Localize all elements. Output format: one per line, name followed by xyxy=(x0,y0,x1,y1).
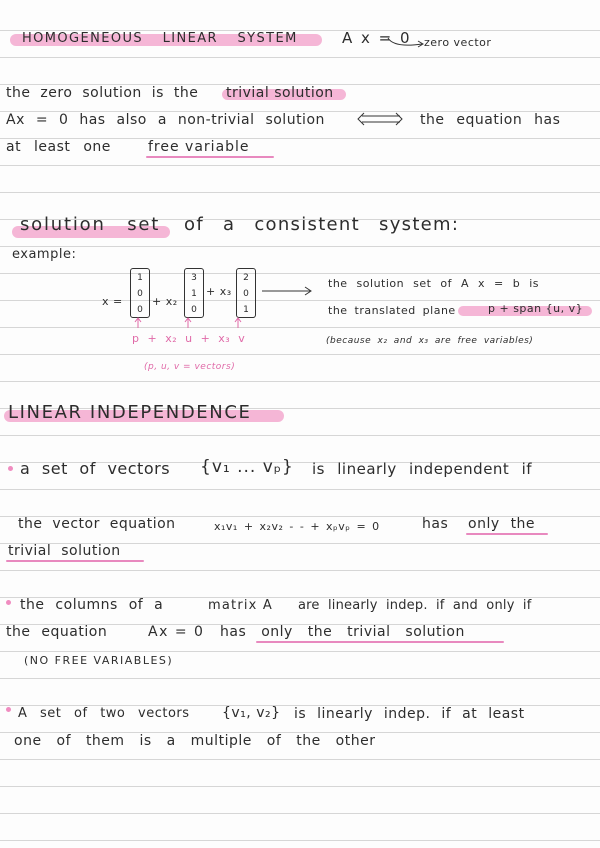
iff-arrow-icon xyxy=(358,113,404,125)
b1-only-the: only the xyxy=(468,516,536,532)
trivial-line3-prefix: at least one xyxy=(6,139,111,155)
only-the-underline xyxy=(466,533,548,535)
free-variable-text: free variable xyxy=(148,139,250,155)
bullet-1 xyxy=(8,466,13,471)
trivial-line1-prefix: the zero solution is the xyxy=(6,85,199,101)
vector-v: 2 0 1 xyxy=(243,273,249,315)
b2-line2-underlined: has only the trivial solution xyxy=(220,624,465,640)
b1-line2-prefix: the vector equation xyxy=(18,516,176,532)
solution-set-text: solution set xyxy=(20,214,161,235)
bullet-3 xyxy=(6,707,11,712)
example-label: example: xyxy=(12,247,77,262)
b1-set: {v₁ ... vₚ} xyxy=(200,457,294,477)
consistent-title-rest: of a consistent system: xyxy=(184,214,460,235)
b1-has: has xyxy=(422,516,449,532)
heading-homogeneous: HOMOGENEOUS LINEAR SYSTEM xyxy=(22,31,298,46)
trivial-underline xyxy=(6,560,144,562)
arrow-icon xyxy=(388,38,428,50)
up-arrows-icon xyxy=(136,318,246,328)
right-arrow-icon xyxy=(262,286,314,296)
b3-line1-prefix: A set of two vectors xyxy=(18,706,190,721)
x-equals-label: x = xyxy=(102,295,123,308)
zero-vector-note: zero vector xyxy=(424,36,492,49)
b2-equation: Ax = 0 xyxy=(148,624,205,640)
b1-line1-suffix: is linearly independent if xyxy=(312,460,533,478)
trivial-line2-prefix: Ax = 0 has also a non-trivial solution xyxy=(6,112,325,128)
b2-line2-prefix: the equation xyxy=(6,624,108,640)
result-line2: the translated plane xyxy=(328,304,456,317)
b2-line1-prefix: the columns of a xyxy=(20,597,164,613)
b2-matrix: matrix A xyxy=(208,598,274,613)
vectors-note: (p, u, v = vectors) xyxy=(144,362,236,372)
b2-underline xyxy=(256,641,504,643)
independence-title: LINEAR INDEPENDENCE xyxy=(8,402,252,423)
b1-line3: trivial solution xyxy=(8,543,121,559)
b3-line2: one of them is a multiple of the other xyxy=(14,733,376,749)
trivial-line2-suffix: the equation has xyxy=(420,112,561,128)
bullet-2 xyxy=(6,600,11,605)
x3-label: + x₃ xyxy=(206,285,232,298)
b1-equation: x₁v₁ + x₂v₂ - - + xₚvₚ = 0 xyxy=(214,520,380,533)
free-variable-underline xyxy=(146,156,274,158)
heading-equation: A x = 0 xyxy=(342,29,412,47)
b3-line1-suffix: is linearly indep. if at least xyxy=(294,706,525,722)
trivial-solution-text: trivial solution xyxy=(226,85,334,101)
vector-p: 1 0 0 xyxy=(137,273,143,315)
b3-set: {v₁, v₂} xyxy=(222,705,281,721)
b1-line1-prefix: a set of vectors xyxy=(20,459,171,478)
x2-label: + x₂ xyxy=(152,295,178,308)
b2-line3: (NO FREE VARIABLES) xyxy=(24,654,174,667)
result-line3: (because x₂ and x₃ are free variables) xyxy=(326,336,534,346)
result-line1: the solution set of A x = b is xyxy=(328,277,540,290)
pxu-labels: p + x₂ u + x₃ v xyxy=(132,332,246,345)
span-text: p + span {u, v} xyxy=(488,302,584,315)
vector-u: 3 1 0 xyxy=(191,273,197,315)
b2-line1-suffix: are linearly indep. if and only if xyxy=(298,598,532,613)
